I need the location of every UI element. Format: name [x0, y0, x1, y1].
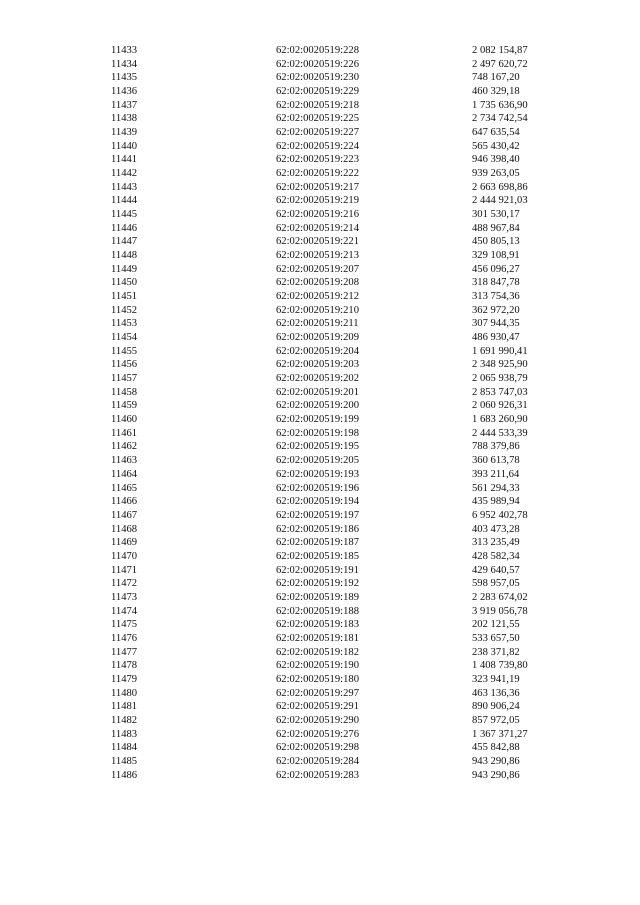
cadastral-number: 62:02:0020519:183 — [276, 619, 359, 631]
table-row — [0, 249, 640, 263]
cadastral-number: 62:02:0020519:226 — [276, 58, 359, 70]
row-number: 11474 — [111, 605, 138, 617]
cadastral-number: 62:02:0020519:225 — [276, 113, 359, 125]
table-row — [0, 44, 640, 58]
table-row — [0, 728, 640, 742]
cadastral-number: 62:02:0020519:191 — [276, 564, 359, 576]
table-row — [0, 687, 640, 701]
table-row — [0, 153, 640, 167]
row-number: 11451 — [111, 291, 138, 303]
row-number: 11464 — [111, 468, 138, 480]
row-number: 11468 — [111, 523, 138, 535]
cadastral-number: 62:02:0020519:223 — [276, 154, 359, 166]
row-number: 11478 — [111, 660, 138, 672]
cadastral-value: 939 263,05 — [472, 168, 520, 180]
row-number: 11467 — [111, 509, 138, 521]
cadastral-number: 62:02:0020519:186 — [276, 523, 359, 535]
row-number: 11444 — [111, 195, 138, 207]
table-row — [0, 482, 640, 496]
table-row — [0, 358, 640, 372]
cadastral-number: 62:02:0020519:195 — [276, 441, 359, 453]
cadastral-value: 313 235,49 — [472, 537, 520, 549]
cadastral-number: 62:02:0020519:219 — [276, 195, 359, 207]
cadastral-number: 62:02:0020519:208 — [276, 277, 359, 289]
cadastral-value: 533 657,50 — [472, 632, 520, 644]
row-number: 11486 — [111, 769, 138, 781]
cadastral-value: 435 989,94 — [472, 496, 520, 508]
table-row — [0, 276, 640, 290]
table-row — [0, 71, 640, 85]
table-row — [0, 495, 640, 509]
cadastral-value: 202 121,55 — [472, 619, 520, 631]
table-row — [0, 577, 640, 591]
table-row — [0, 440, 640, 454]
row-number: 11454 — [111, 332, 138, 344]
cadastral-value: 2 734 742,54 — [472, 113, 528, 125]
row-number: 11456 — [111, 359, 138, 371]
cadastral-number: 62:02:0020519:210 — [276, 304, 359, 316]
table-row — [0, 222, 640, 236]
cadastral-number: 62:02:0020519:182 — [276, 646, 359, 658]
cadastral-number: 62:02:0020519:199 — [276, 414, 359, 426]
cadastral-value: 647 635,54 — [472, 127, 520, 139]
row-number: 11469 — [111, 537, 138, 549]
table-row — [0, 564, 640, 578]
cadastral-value: 2 663 698,86 — [472, 181, 528, 193]
row-number: 11483 — [111, 728, 138, 740]
table-row — [0, 304, 640, 318]
cadastral-number: 62:02:0020519:197 — [276, 509, 359, 521]
table-row — [0, 646, 640, 660]
cadastral-value: 393 211,64 — [472, 468, 520, 480]
cadastral-value: 463 136,36 — [472, 687, 520, 699]
cadastral-number: 62:02:0020519:185 — [276, 550, 359, 562]
table-row — [0, 673, 640, 687]
cadastral-number: 62:02:0020519:209 — [276, 332, 359, 344]
cadastral-number: 62:02:0020519:205 — [276, 455, 359, 467]
cadastral-number: 62:02:0020519:202 — [276, 373, 359, 385]
cadastral-number: 62:02:0020519:201 — [276, 386, 359, 398]
row-number: 11441 — [111, 154, 138, 166]
cadastral-number: 62:02:0020519:190 — [276, 660, 359, 672]
row-number: 11476 — [111, 632, 138, 644]
row-number: 11435 — [111, 72, 138, 84]
row-number: 11453 — [111, 318, 138, 330]
row-number: 11461 — [111, 427, 138, 439]
row-number: 11445 — [111, 209, 138, 221]
table-row — [0, 399, 640, 413]
row-number: 11466 — [111, 496, 138, 508]
row-number: 11440 — [111, 140, 138, 152]
cadastral-number: 62:02:0020519:221 — [276, 236, 359, 248]
row-number: 11455 — [111, 345, 138, 357]
cadastral-value: 313 754,36 — [472, 291, 520, 303]
table-row — [0, 618, 640, 632]
row-number: 11457 — [111, 373, 138, 385]
row-number: 11442 — [111, 168, 138, 180]
cadastral-number: 62:02:0020519:188 — [276, 605, 359, 617]
table-row — [0, 345, 640, 359]
table-row — [0, 632, 640, 646]
row-number: 11458 — [111, 386, 138, 398]
table-row — [0, 536, 640, 550]
cadastral-number: 62:02:0020519:194 — [276, 496, 359, 508]
cadastral-number: 62:02:0020519:291 — [276, 701, 359, 713]
cadastral-value: 748 167,20 — [472, 72, 520, 84]
cadastral-value: 561 294,33 — [472, 482, 520, 494]
row-number: 11465 — [111, 482, 138, 494]
cadastral-number: 62:02:0020519:180 — [276, 673, 359, 685]
row-number: 11437 — [111, 99, 138, 111]
cadastral-number: 62:02:0020519:290 — [276, 714, 359, 726]
cadastral-value: 788 379,86 — [472, 441, 520, 453]
row-number: 11438 — [111, 113, 138, 125]
cadastral-number: 62:02:0020519:217 — [276, 181, 359, 193]
cadastral-number: 62:02:0020519:187 — [276, 537, 359, 549]
cadastral-value: 565 430,42 — [472, 140, 520, 152]
cadastral-value: 2 060 926,31 — [472, 400, 528, 412]
cadastral-value: 2 497 620,72 — [472, 58, 528, 70]
row-number: 11477 — [111, 646, 138, 658]
row-number: 11459 — [111, 400, 138, 412]
cadastral-value: 455 842,88 — [472, 742, 520, 754]
cadastral-value: 3 919 056,78 — [472, 605, 528, 617]
cadastral-value: 403 473,28 — [472, 523, 520, 535]
row-number: 11463 — [111, 455, 138, 467]
table-row — [0, 181, 640, 195]
table-row — [0, 468, 640, 482]
table-row — [0, 194, 640, 208]
cadastral-number: 62:02:0020519:204 — [276, 345, 359, 357]
row-number: 11450 — [111, 277, 138, 289]
table-row — [0, 99, 640, 113]
table-row — [0, 167, 640, 181]
table-row — [0, 605, 640, 619]
row-number: 11475 — [111, 619, 138, 631]
cadastral-value: 307 944,35 — [472, 318, 520, 330]
row-number: 11471 — [111, 564, 138, 576]
cadastral-value: 2 283 674,02 — [472, 591, 528, 603]
cadastral-value: 857 972,05 — [472, 714, 520, 726]
cadastral-value: 323 941,19 — [472, 673, 520, 685]
cadastral-value: 456 096,27 — [472, 263, 520, 275]
table-row — [0, 85, 640, 99]
row-number: 11480 — [111, 687, 138, 699]
cadastral-value: 1 735 636,90 — [472, 99, 528, 111]
cadastral-number: 62:02:0020519:276 — [276, 728, 359, 740]
table-row — [0, 331, 640, 345]
row-number: 11470 — [111, 550, 138, 562]
row-number: 11443 — [111, 181, 138, 193]
table-row — [0, 427, 640, 441]
table-row — [0, 290, 640, 304]
table-row — [0, 58, 640, 72]
cadastral-value: 2 444 533,39 — [472, 427, 528, 439]
table-row — [0, 126, 640, 140]
table-row — [0, 509, 640, 523]
table-row — [0, 454, 640, 468]
row-number: 11448 — [111, 250, 138, 262]
table-row — [0, 769, 640, 783]
row-number: 11484 — [111, 742, 138, 754]
cadastral-number: 62:02:0020519:193 — [276, 468, 359, 480]
cadastral-value: 2 082 154,87 — [472, 45, 528, 56]
cadastral-number: 62:02:0020519:230 — [276, 72, 359, 84]
table-row — [0, 659, 640, 673]
table-row — [0, 591, 640, 605]
cadastral-value: 943 290,86 — [472, 755, 520, 767]
cadastral-value: 946 398,40 — [472, 154, 520, 166]
cadastral-number: 62:02:0020519:218 — [276, 99, 359, 111]
cadastral-value: 329 108,91 — [472, 250, 520, 262]
cadastral-value: 362 972,20 — [472, 304, 520, 316]
cadastral-number: 62:02:0020519:298 — [276, 742, 359, 754]
cadastral-value: 428 582,34 — [472, 550, 520, 562]
table-row — [0, 386, 640, 400]
table-row — [0, 140, 640, 154]
table-row — [0, 413, 640, 427]
cadastral-value: 429 640,57 — [472, 564, 520, 576]
cadastral-value: 360 613,78 — [472, 455, 520, 467]
cadastral-value: 1 691 990,41 — [472, 345, 528, 357]
cadastral-number: 62:02:0020519:222 — [276, 168, 359, 180]
cadastral-value: 460 329,18 — [472, 86, 520, 98]
row-number: 11447 — [111, 236, 138, 248]
row-number: 11433 — [111, 45, 138, 56]
cadastral-number: 62:02:0020519:203 — [276, 359, 359, 371]
cadastral-number: 62:02:0020519:216 — [276, 209, 359, 221]
table-row — [0, 755, 640, 769]
cadastral-value: 2 065 938,79 — [472, 373, 528, 385]
table-row — [0, 714, 640, 728]
cadastral-value: 488 967,84 — [472, 222, 520, 234]
table-row — [0, 208, 640, 222]
row-number: 11482 — [111, 714, 138, 726]
cadastral-value: 318 847,78 — [472, 277, 520, 289]
cadastral-number: 62:02:0020519:200 — [276, 400, 359, 412]
cadastral-value: 2 853 747,03 — [472, 386, 528, 398]
cadastral-number: 62:02:0020519:224 — [276, 140, 359, 152]
row-number: 11446 — [111, 222, 138, 234]
cadastral-value: 943 290,86 — [472, 769, 520, 781]
cadastral-number: 62:02:0020519:228 — [276, 45, 359, 56]
cadastral-number: 62:02:0020519:229 — [276, 86, 359, 98]
cadastral-value: 450 805,13 — [472, 236, 520, 248]
cadastral-number: 62:02:0020519:214 — [276, 222, 359, 234]
cadastral-number: 62:02:0020519:284 — [276, 755, 359, 767]
cadastral-number: 62:02:0020519:283 — [276, 769, 359, 781]
cadastral-value: 486 930,47 — [472, 332, 520, 344]
cadastral-number: 62:02:0020519:198 — [276, 427, 359, 439]
cadastral-number: 62:02:0020519:189 — [276, 591, 359, 603]
cadastral-number: 62:02:0020519:297 — [276, 687, 359, 699]
cadastral-value: 598 957,05 — [472, 578, 520, 590]
table-row — [0, 523, 640, 537]
table-row — [0, 741, 640, 755]
cadastral-number: 62:02:0020519:196 — [276, 482, 359, 494]
cadastral-value: 2 348 925,90 — [472, 359, 528, 371]
table-row — [0, 235, 640, 249]
row-number: 11462 — [111, 441, 138, 453]
cadastral-value: 6 952 402,78 — [472, 509, 528, 521]
row-number: 11449 — [111, 263, 138, 275]
cadastral-value: 2 444 921,03 — [472, 195, 528, 207]
row-number: 11434 — [111, 58, 138, 70]
cadastral-value: 890 906,24 — [472, 701, 520, 713]
cadastral-number: 62:02:0020519:211 — [276, 318, 359, 330]
table-row — [0, 700, 640, 714]
cadastral-number: 62:02:0020519:212 — [276, 291, 359, 303]
cadastral-value: 1 683 260,90 — [472, 414, 528, 426]
cadastral-value: 238 371,82 — [472, 646, 520, 658]
row-number: 11479 — [111, 673, 138, 685]
row-number: 11481 — [111, 701, 138, 713]
cadastral-value: 1 408 739,80 — [472, 660, 528, 672]
cadastral-number: 62:02:0020519:207 — [276, 263, 359, 275]
table-row — [0, 317, 640, 331]
cadastral-number: 62:02:0020519:227 — [276, 127, 359, 139]
cadastral-number: 62:02:0020519:192 — [276, 578, 359, 590]
table-row — [0, 263, 640, 277]
table-row — [0, 372, 640, 386]
cadastral-value: 301 530,17 — [472, 209, 520, 221]
row-number: 11436 — [111, 86, 138, 98]
table-row — [0, 550, 640, 564]
table-row — [0, 112, 640, 126]
cadastral-value: 1 367 371,27 — [472, 728, 528, 740]
data-table — [0, 44, 640, 782]
row-number: 11439 — [111, 127, 138, 139]
cadastral-number: 62:02:0020519:213 — [276, 250, 359, 262]
row-number: 11472 — [111, 578, 138, 590]
row-number: 11452 — [111, 304, 138, 316]
row-number: 11485 — [111, 755, 138, 767]
cadastral-number: 62:02:0020519:181 — [276, 632, 359, 644]
row-number: 11473 — [111, 591, 138, 603]
row-number: 11460 — [111, 414, 138, 426]
